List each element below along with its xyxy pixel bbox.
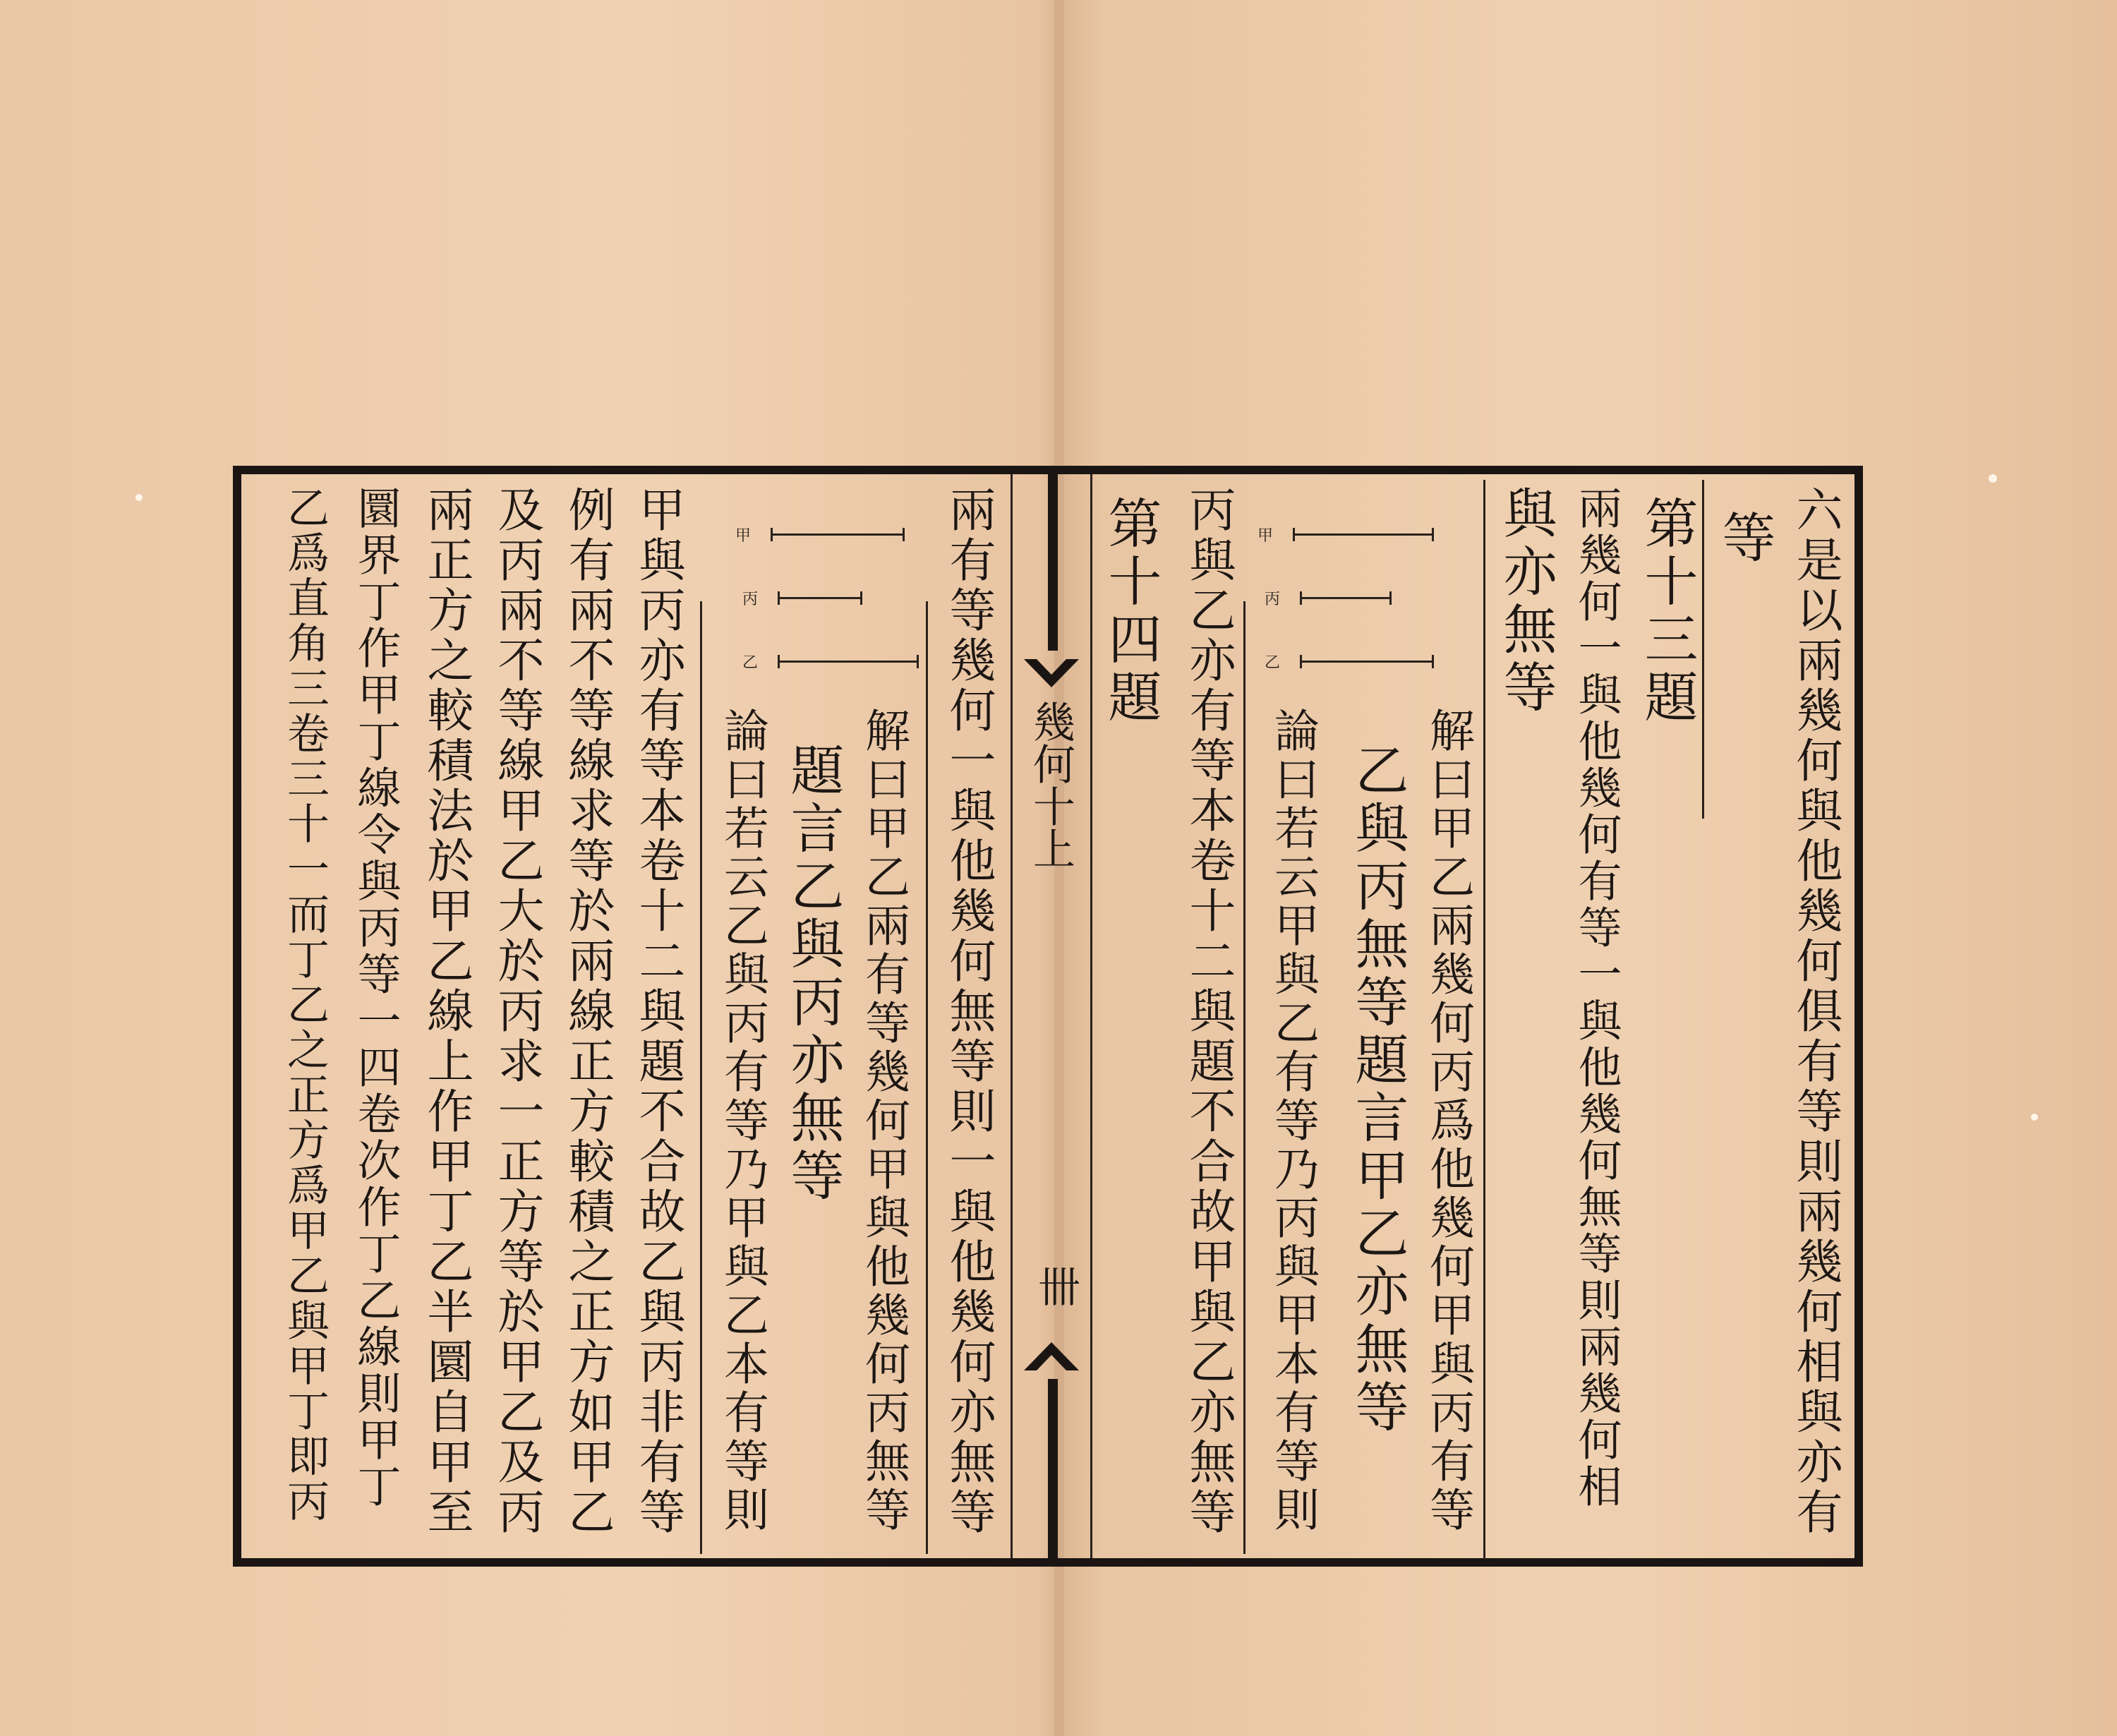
text-column: 乙與丙無等題言甲乙亦無等 <box>1346 742 1409 1437</box>
page-number: 卌 <box>1031 1265 1080 1307</box>
label-yi: 乙 <box>1265 654 1281 672</box>
label-bing: 丙 <box>1265 591 1281 608</box>
heading-13: 第十三題 <box>1636 495 1699 727</box>
text-column: 解曰甲乙兩有等幾何甲與他幾何丙無等 <box>857 707 910 1535</box>
gutter-bar-top <box>1048 474 1058 651</box>
text-column: 甲與丙亦有等本卷十二與題不合故乙與丙非有等 <box>631 486 685 1538</box>
line-figure <box>1257 524 1441 693</box>
text-column: 題言乙與丙亦無等 <box>782 742 845 1205</box>
column-rule <box>1483 480 1485 1560</box>
text-column: 及丙兩不等線甲乙大於丙求一正方等於甲乙及丙 <box>490 486 544 1538</box>
text-column: 論曰若云乙與丙有等乃甲與乙本有等則 <box>716 707 768 1535</box>
text-column: 丙與乙亦有等本卷十二與題不合故甲與乙亦無等 <box>1181 486 1236 1538</box>
label-bing: 丙 <box>742 591 759 608</box>
column-rule <box>926 601 928 1554</box>
text-frame <box>233 466 1863 1567</box>
line-yi <box>1300 661 1434 663</box>
line-jia <box>1293 534 1434 536</box>
label-yi: 乙 <box>742 654 759 672</box>
text-column: 乙爲直角三卷三十一而丁乙之正方爲甲乙與甲丁即丙 <box>280 486 330 1524</box>
paper-spot <box>1989 474 1997 483</box>
text-column: 論曰若云甲與乙有等乃丙與甲本有等則 <box>1267 707 1319 1535</box>
column-rule <box>700 601 702 1554</box>
text-column: 圜界丁作甲丁線令與丙等一四卷次作丁乙線則甲丁 <box>350 486 402 1510</box>
label-jia: 甲 <box>1257 527 1274 545</box>
paper-spot <box>135 494 143 501</box>
gutter-bar-bottom <box>1048 1379 1058 1558</box>
heading-14: 第十四題 <box>1099 495 1162 727</box>
center-title: 幾何十上 <box>1026 700 1075 869</box>
text-column: 例有兩不等線求等於兩線正方較積之正方如甲乙 <box>560 486 615 1538</box>
column-rule <box>1702 480 1704 819</box>
text-column: 兩有等幾何一與他幾何無等則一與他幾何亦無等 <box>941 486 996 1538</box>
line-jia <box>771 534 905 536</box>
label-jia: 甲 <box>735 527 752 545</box>
text-column: 兩正方之較積法於甲乙線上作甲丁乙半圜自甲至 <box>419 486 474 1538</box>
line-bing <box>1300 597 1392 599</box>
fish-tail-top-icon <box>1024 659 1079 687</box>
text-column: 與亦無等 <box>1495 486 1557 717</box>
text-column: 解曰甲乙兩幾何丙爲他幾何甲與丙有等 <box>1422 707 1474 1535</box>
text-column: 六是以兩幾何與他幾何俱有等則兩幾何相與亦有 <box>1788 486 1842 1538</box>
text-column: 兩幾何一與他幾何有等一與他幾何無等則兩幾何相 <box>1571 486 1622 1510</box>
text-column: 等 <box>1713 510 1776 567</box>
line-bing <box>778 597 862 599</box>
paper-spot <box>2031 1114 2038 1121</box>
column-rule <box>1243 601 1246 1554</box>
line-yi <box>778 661 919 663</box>
center-gutter <box>1011 474 1092 1558</box>
fish-tail-bottom-icon <box>1024 1342 1079 1370</box>
line-figure <box>735 524 919 693</box>
